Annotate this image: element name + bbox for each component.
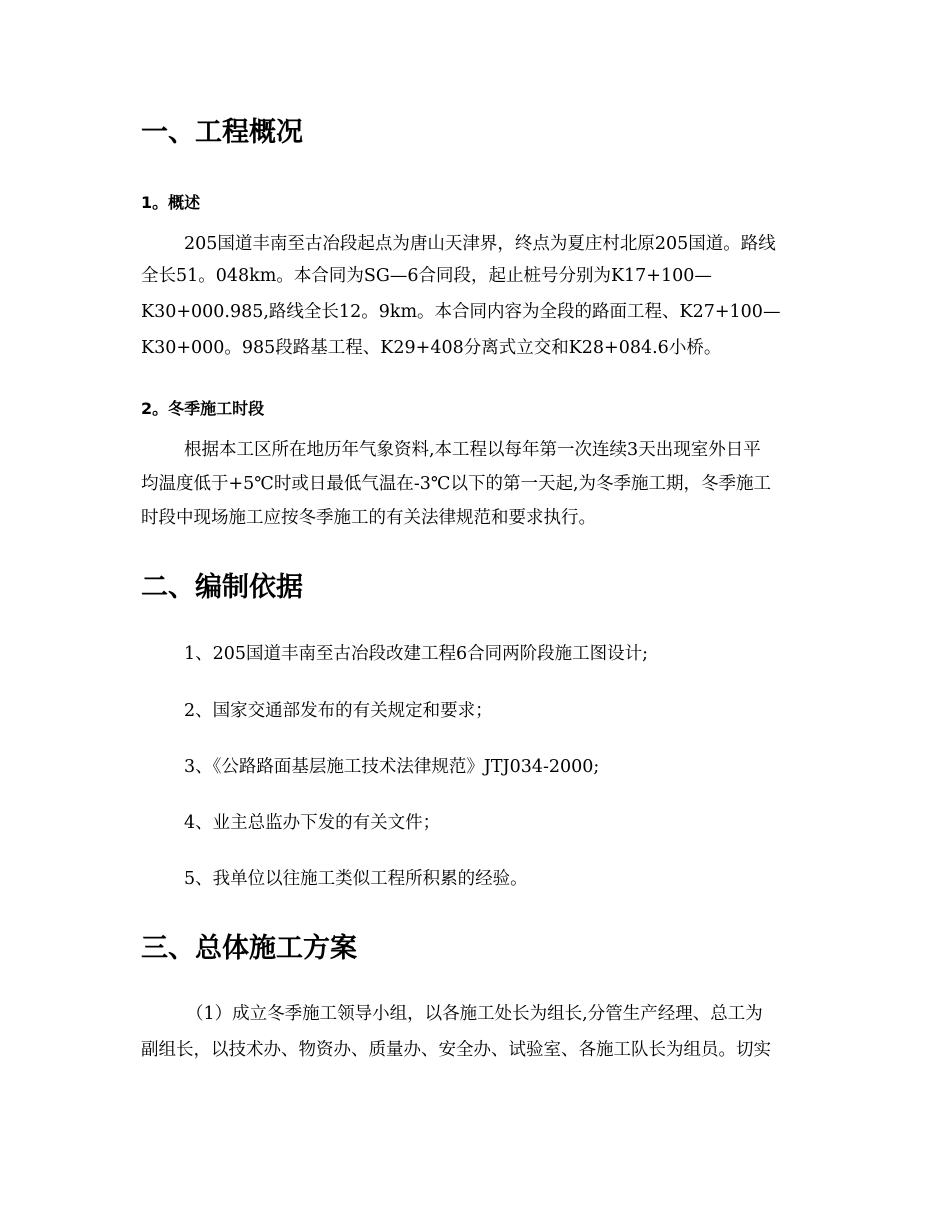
- section-title-overview: 一、工程概况: [141, 117, 303, 148]
- list-item: 5、我单位以往施工类似工程所积累的经验。: [184, 869, 528, 889]
- paragraph-line: （1）成立冬季施工领导小组，以各施工处长为组长,分管生产经理、总工为: [186, 1004, 763, 1024]
- paragraph-line: 205国道丰南至古冶段起点为唐山天津界，终点为夏庄村北原205国道。路线: [184, 234, 776, 254]
- list-item: 1、205国道丰南至古冶段改建工程6合同两阶段施工图设计;: [184, 644, 649, 664]
- paragraph-line: K30+000.985,路线全长12。9km。本合同内容为全段的路面工程、K27+100—: [141, 302, 781, 322]
- paragraph-line: K30+000。985段路基工程、K29+408分离式立交和K28+084.6小桥。: [141, 338, 722, 358]
- list-item: 2、国家交通部发布的有关规定和要求；: [184, 701, 493, 721]
- list-item: 3、《公路路面基层施工技术法律规范》JTJ034-2000;: [184, 757, 600, 777]
- list-item: 4、业主总监办下发的有关文件；: [184, 813, 441, 833]
- section-title-basis: 二、编制依据: [141, 572, 303, 603]
- paragraph-line: 时段中现场施工应按冬季施工的有关法律规范和要求执行。: [141, 508, 596, 528]
- paragraph-line: 均温度低于+5℃时或日最低气温在-3℃以下的第一天起,为冬季施工期，冬季施工: [141, 474, 772, 494]
- subheading-winter-period: 2。冬季施工时段: [141, 399, 265, 418]
- paragraph-line: 副组长，以技术办、物资办、质量办、安全办、试验室、各施工队长为组员。切实: [141, 1040, 771, 1060]
- subheading-summary: 1。概述: [141, 193, 201, 212]
- paragraph-line: 全长51。048km。本合同为SG—6合同段，起止桩号分别为K17+100—: [141, 266, 712, 286]
- section-title-plan: 三、总体施工方案: [141, 933, 357, 964]
- paragraph-line: 根据本工区所在地历年气象资料,本工程以每年第一次连续3天出现室外日平: [184, 440, 761, 460]
